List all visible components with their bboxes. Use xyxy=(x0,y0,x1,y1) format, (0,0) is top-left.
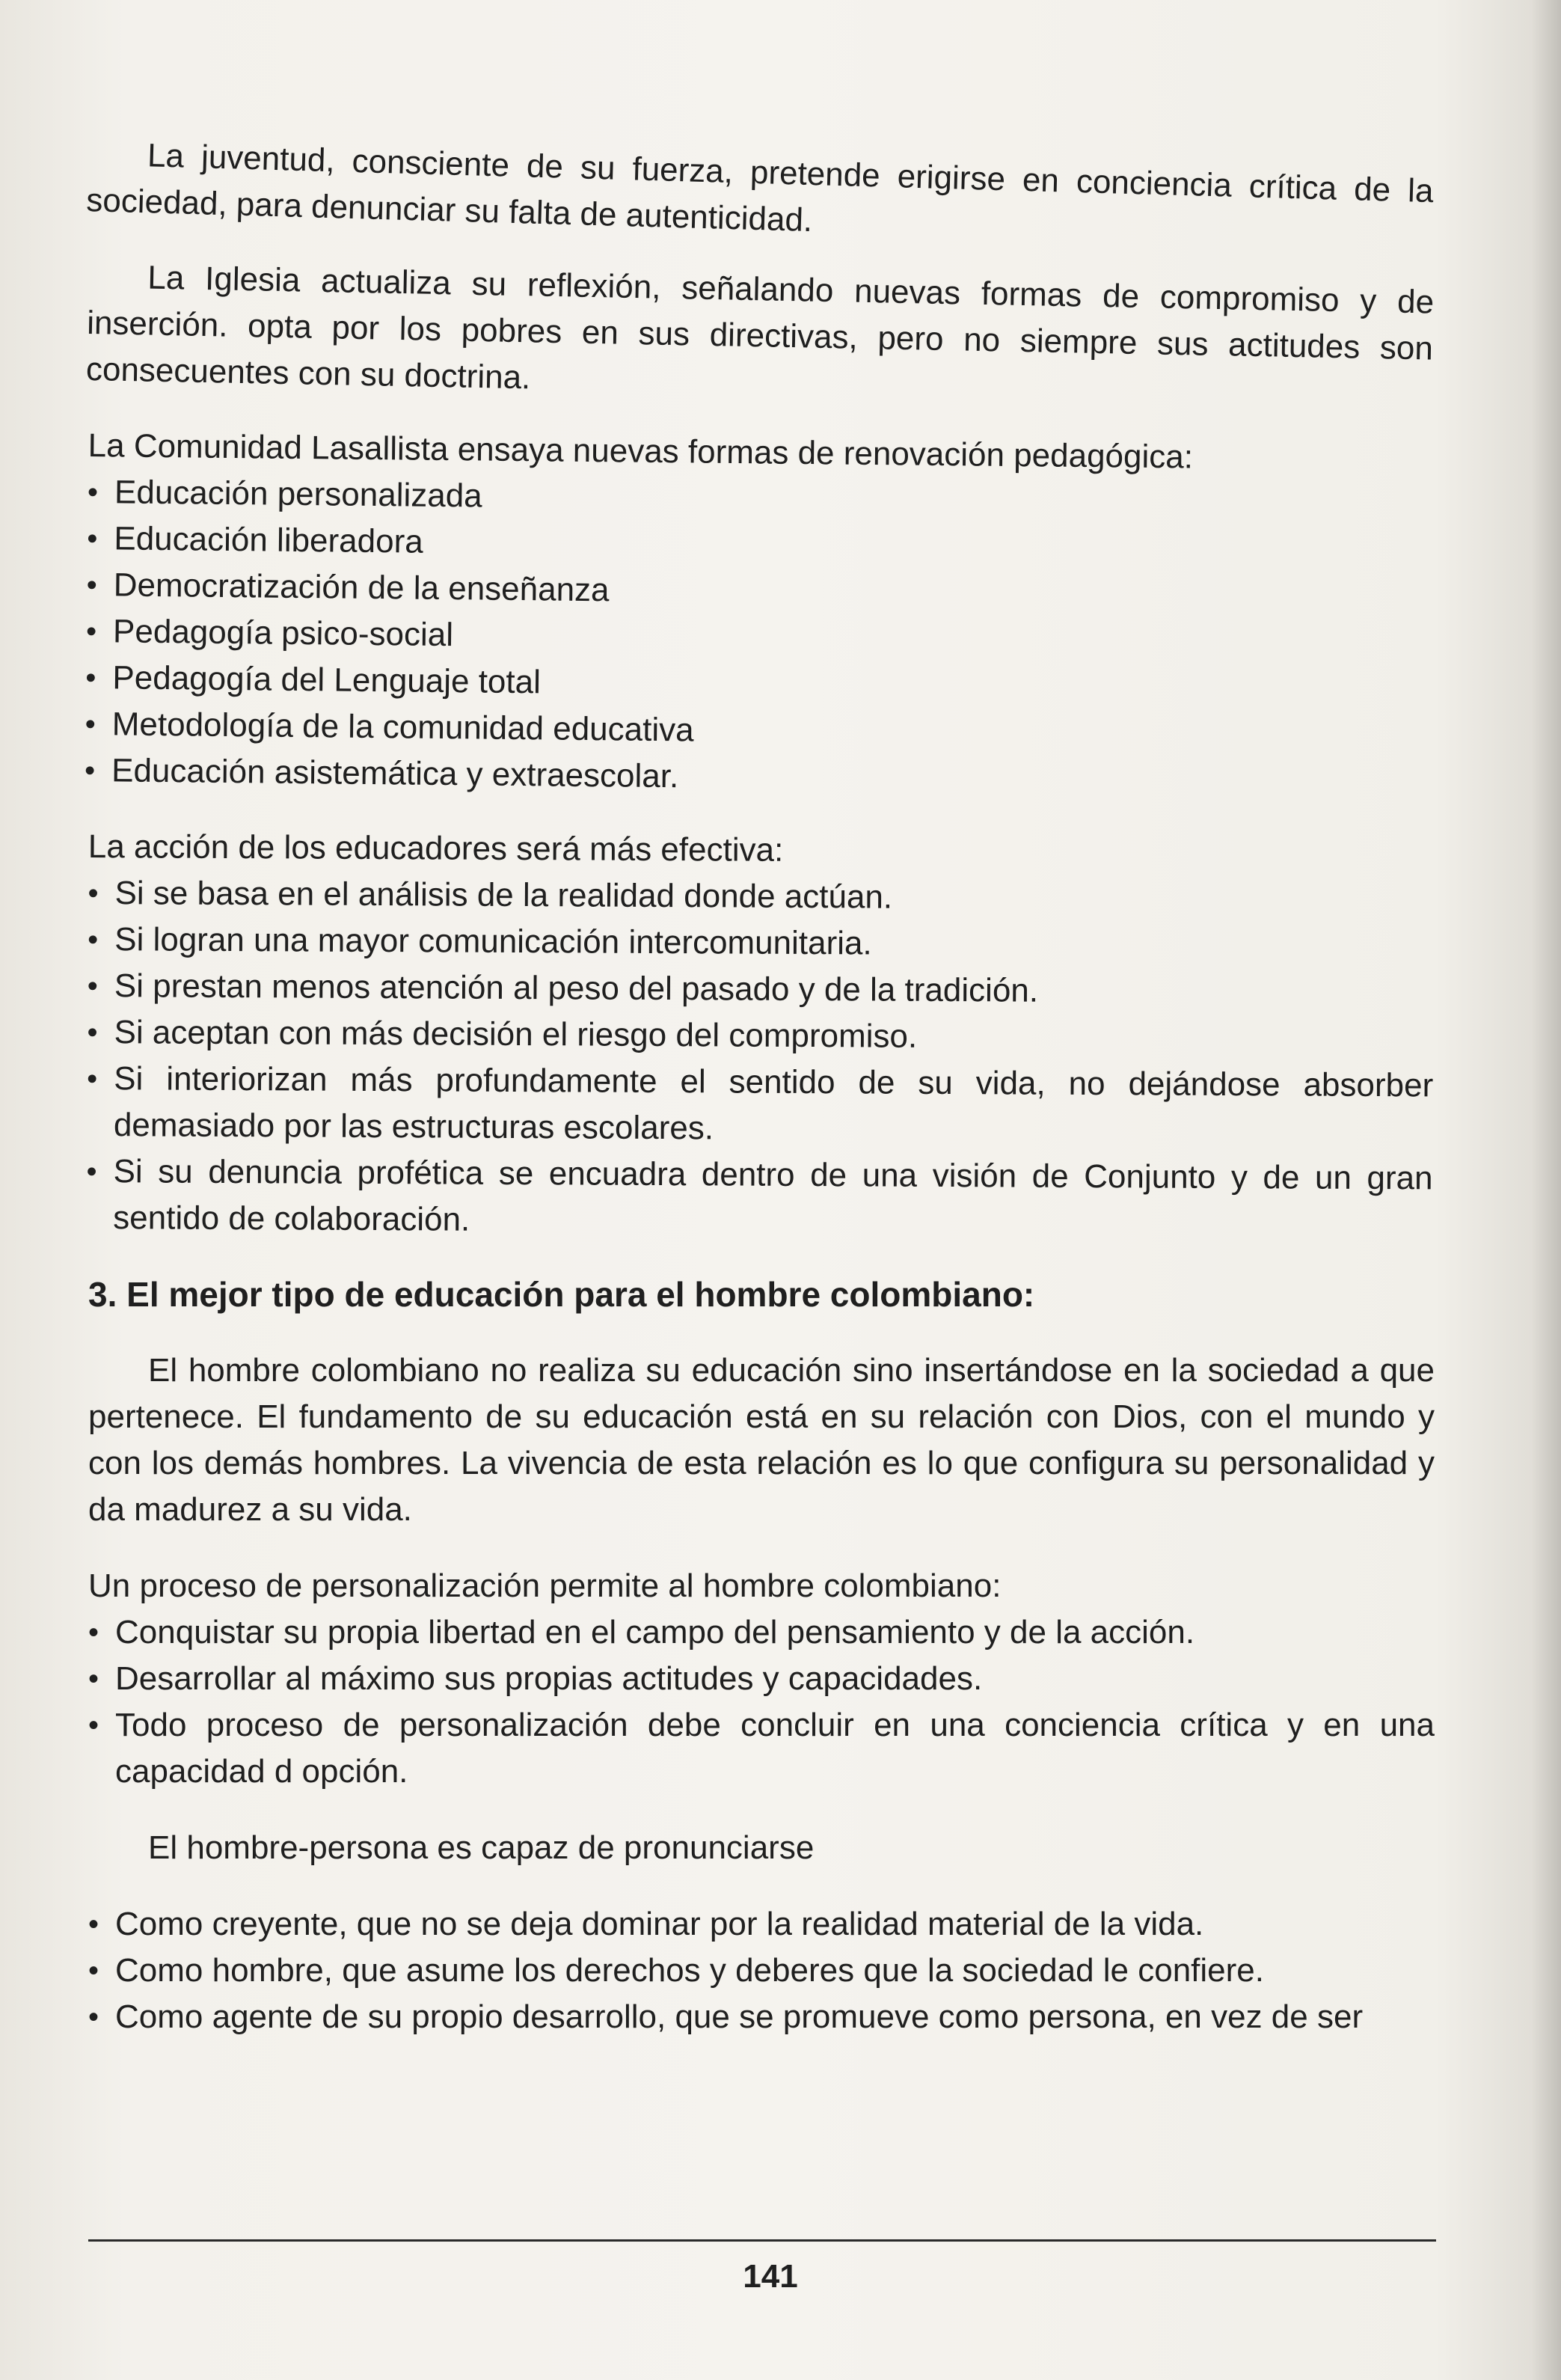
paragraph-iglesia: La Iglesia actualiza su reflexión, señalando nuevas formas de compromiso y de inserción. opta por los pobres en sus directivas, pero no siempre sus actitudes son consecuentes con su doctrina. xyxy=(85,259,1435,397)
list-item: • Todo proceso de personalización debe concluir en una conciencia crítica y en una capacidad d opción. xyxy=(88,1702,1435,1795)
list-item: • Desarrollar al máximo sus propias actitudes y capacidades. xyxy=(88,1656,1435,1702)
list-item: • Conquistar su propia libertad en el campo del pensamiento y de la acción. xyxy=(88,1609,1435,1656)
list-item: • Como agente de su propio desarrollo, que se promueve como persona, en vez de ser xyxy=(88,1994,1435,2040)
list-item: • Educación asistemática y extraescolar. xyxy=(85,747,1432,808)
paragraph-comunidad-intro: La Comunidad Lasallista ensaya nuevas formas de renovación pedagógica: xyxy=(88,426,1194,476)
list-accion-educadores xyxy=(86,870,1435,1248)
section-comunidad-lasallista xyxy=(85,423,1435,808)
list-item: • Pedagogía psico-social xyxy=(86,608,1433,669)
list-item: • Si aceptan con más decisión el riesgo del compromiso. xyxy=(87,1009,1433,1062)
list-item: • Como hombre, que asume los derechos y deberes que la sociedad le confiere. xyxy=(88,1948,1435,1994)
footer-rule xyxy=(88,2239,1436,2242)
list-item: • Si interiorizan más profundamente el sentido de su vida, no dejándose absorber demasiado por las estructuras escolares. xyxy=(87,1056,1434,1155)
list-item: • Si prestan menos atención al peso del pasado y de la tradición. xyxy=(88,963,1434,1016)
list-item: • Pedagogía del Lenguaje total xyxy=(85,655,1432,715)
list-item: • Metodología de la comunidad educativa xyxy=(85,701,1432,762)
paragraph-juventud: La juventud, consciente de su fuerza, pretende erigirse en conciencia crítica de la sociedad, para denunciar su falta de autenticidad. xyxy=(85,137,1435,239)
paragraph-personalizacion-intro: Un proceso de personalización permite al hombre colombiano: xyxy=(88,1567,1002,1604)
list-item: • Educación personalizada xyxy=(88,469,1435,530)
list-item: • Educación liberadora xyxy=(87,516,1434,576)
section-hombre-persona xyxy=(88,1825,1435,2040)
list-item: • Si su denuncia profética se encuadra dentro de una visión de Conjunto y de un gran sentido de colaboración. xyxy=(86,1148,1433,1248)
section-accion-educadores xyxy=(86,824,1435,1248)
page-number: 141 xyxy=(743,2258,798,2295)
list-personalizacion xyxy=(88,1609,1435,1795)
paragraph-accion-intro: La acción de los educadores será más efectiva: xyxy=(88,828,784,869)
list-hombre-persona xyxy=(88,1901,1435,2040)
page-body xyxy=(85,131,1435,2040)
section-personalizacion xyxy=(88,1563,1435,1795)
list-item: • Si logran una mayor comunicación intercomunitaria. xyxy=(88,917,1434,970)
list-item: • Democratización de la enseñanza xyxy=(86,562,1433,622)
paragraph-hombre-persona-intro: El hombre-persona es capaz de pronunciarse xyxy=(148,1829,815,1866)
paragraph-hombre-colombiano: El hombre colombiano no realiza su educación sino insertándose en la sociedad a que pertenece. El fundamento de su educación está en su relación con Dios, con el mundo y con los demás hombres. La vivencia de esta relación es lo que configura su personalidad y da madurez a su vida. xyxy=(88,1352,1435,1528)
list-item: • Si se basa en el análisis de la realidad donde actúan. xyxy=(88,870,1434,923)
list-renovacion-pedagogica xyxy=(85,469,1434,808)
section-heading-3: 3. El mejor tipo de educación para el hombre colombiano: xyxy=(88,1275,1035,1314)
page-edge-shadow xyxy=(1531,0,1561,2380)
list-item: • Como creyente, que no se deja dominar por la realidad material de la vida. xyxy=(88,1901,1435,1948)
